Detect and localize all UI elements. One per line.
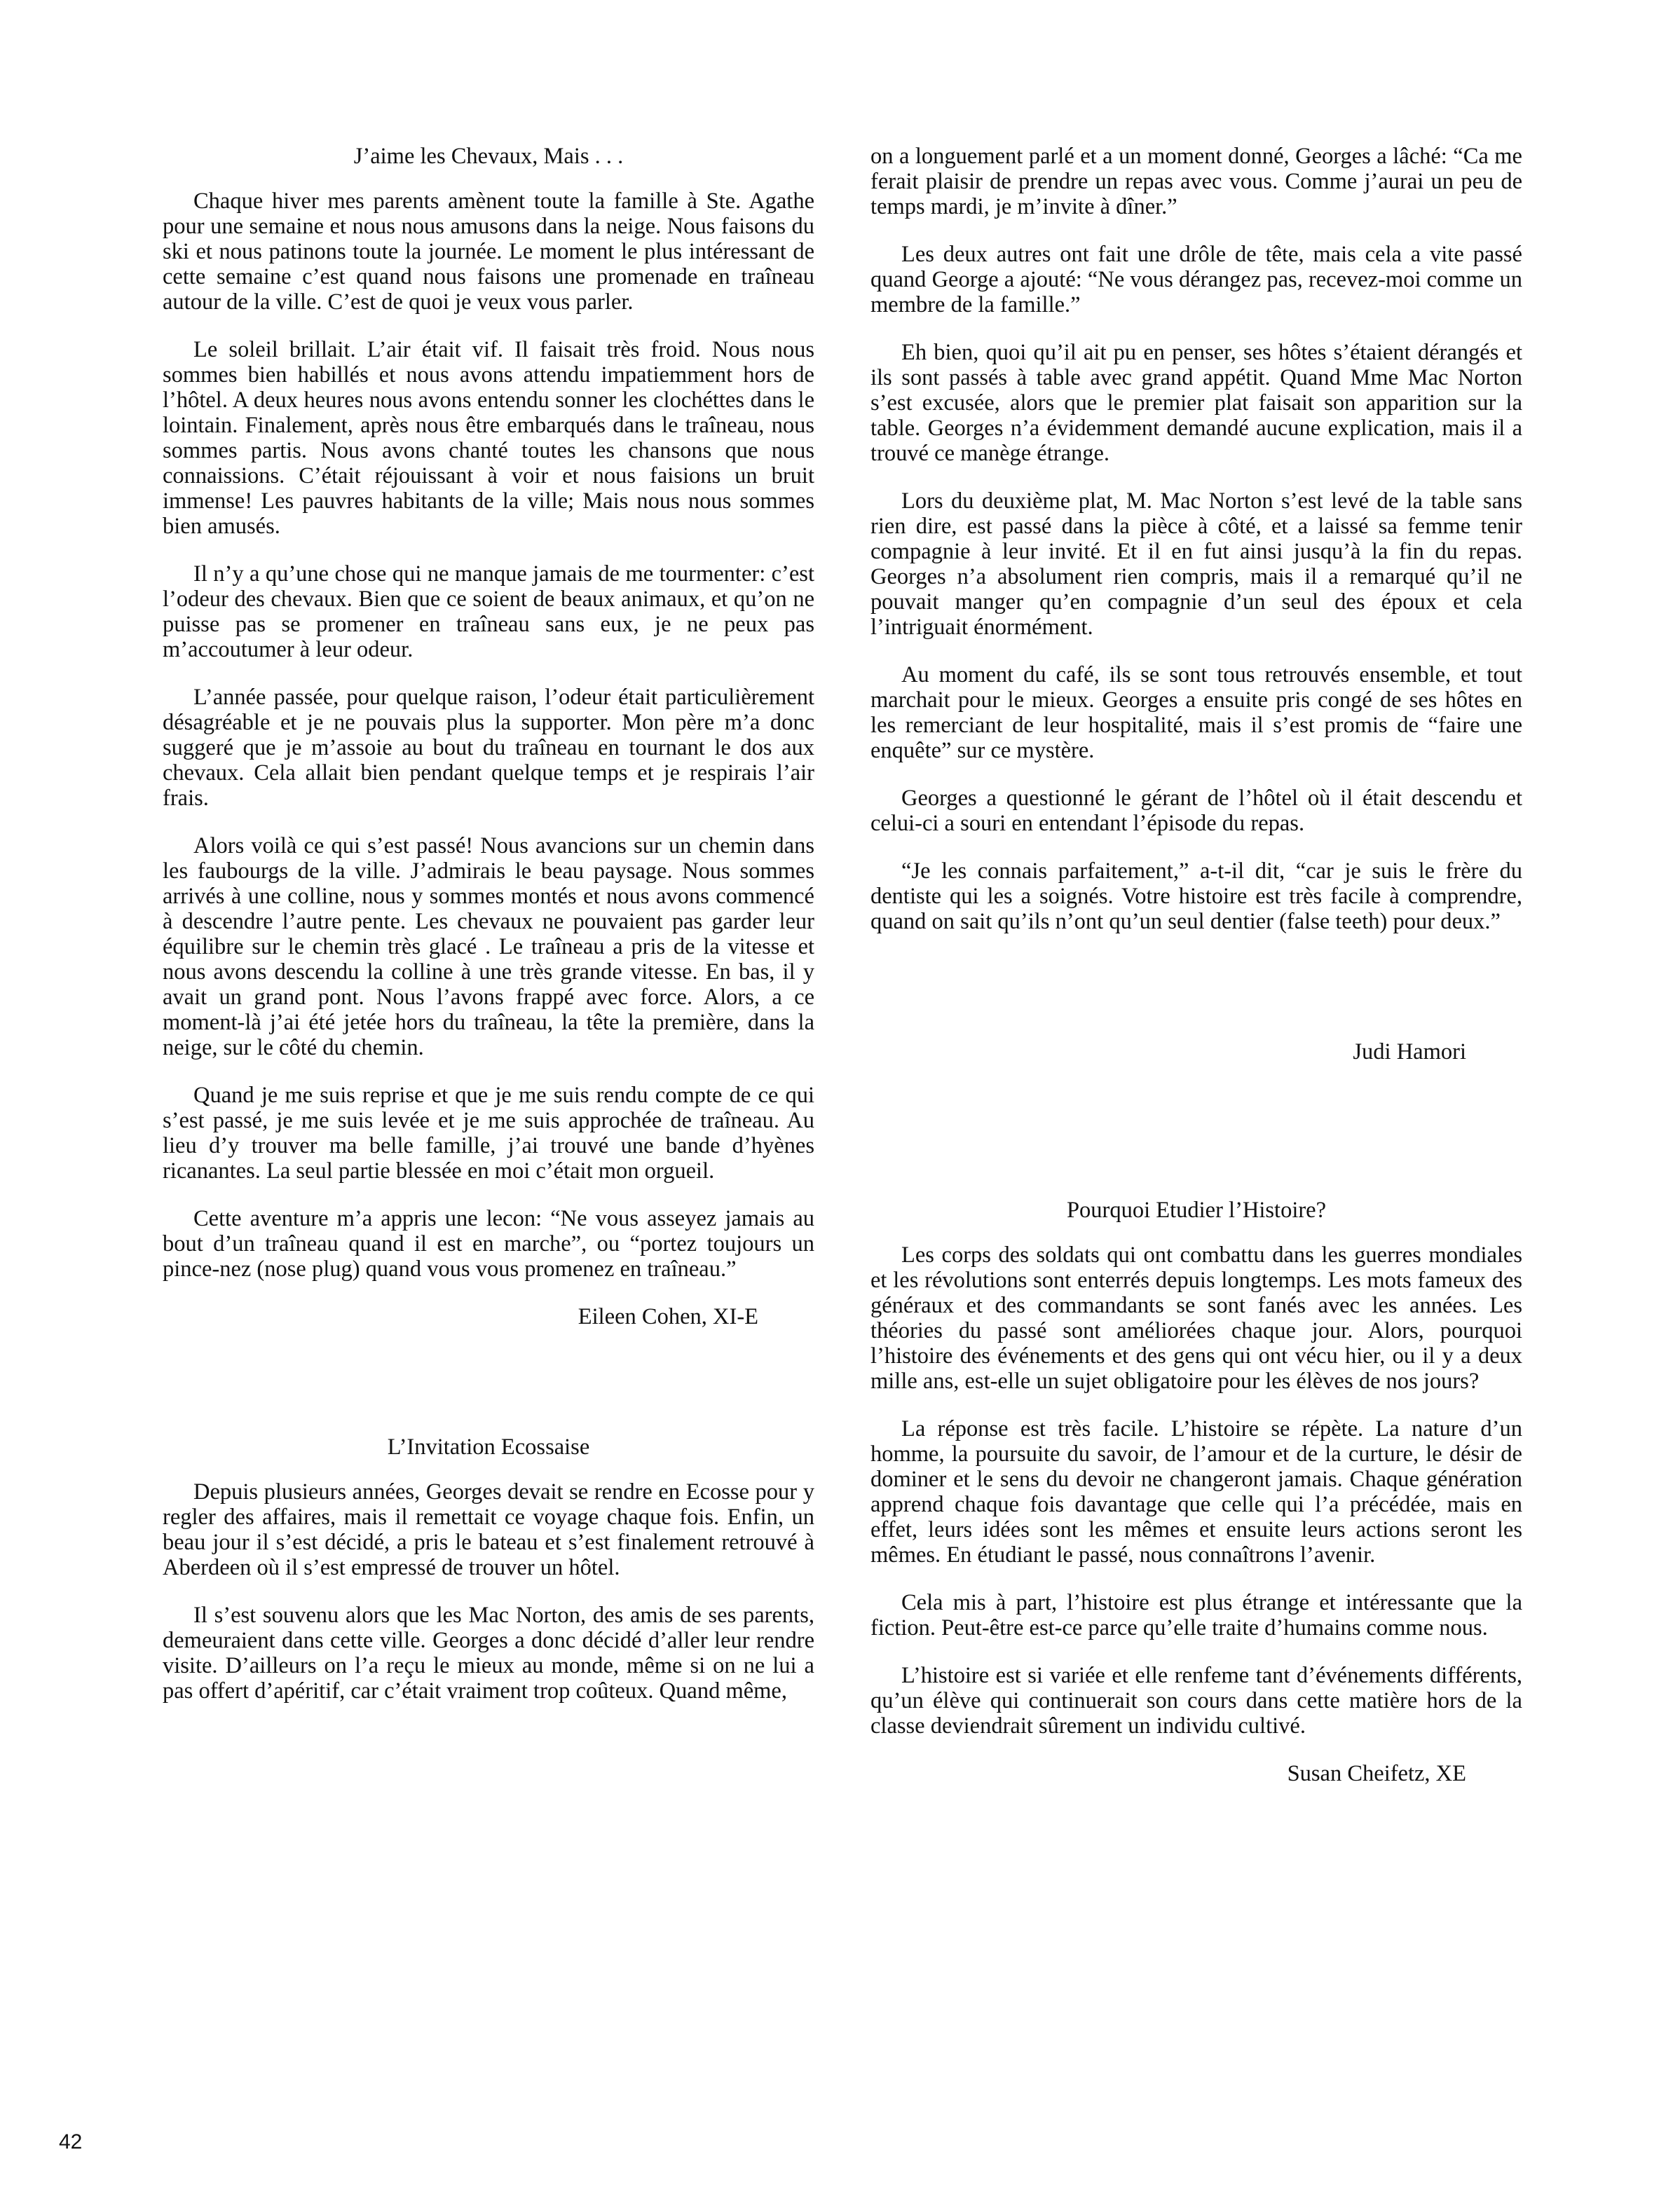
article-histoire (870, 1198, 1522, 1786)
paragraph: Quand je me suis reprise et que je me suis rendu compte de ce qui s’est passé, je me suis levée et je me suis approchée de traîneau. Au lieu d’y trouver ma belle famille, j’ai trouvé une bande d’hyènes ricanantes. La seul partie blessée en moi c’était mon orgueil. (163, 1083, 814, 1184)
right-column (870, 144, 1522, 1786)
article-title: Pourquoi Etudier l’Histoire? (1066, 1198, 1327, 1223)
paragraph: Georges a questionné le gérant de l’hôtel où il était descendu et celui-ci a souri en entendant l’épisode du repas. (870, 786, 1522, 836)
paragraph: Il n’y a qu’une chose qui ne manque jamais de me tourmenter: c’est l’odeur des chevaux. Bien que ce soient de beaux animaux, et qu’on ne puisse pas se promener en traîneau sans eux, je ne peux pas m’accoutumer à leur odeur. (163, 561, 814, 662)
page-number: 42 (59, 2130, 83, 2153)
article-invitation (163, 1434, 814, 1704)
paragraph: Lors du deuxième plat, M. Mac Norton s’est levé de la table sans rien dire, est passé dans la pièce à côté, et a laissé sa femme tenir compagnie à leur invité. Et il en fut ainsi jusqu’à la fin du repas. Georges n’a absolument rien compris, mais il a remarqué qu’il ne pouvait manger qu’en compagnie d’un seul des époux et cela l’intriguait énormément. (870, 488, 1522, 640)
paragraph: on a longuement parlé et a un moment donné, Georges a lâché: “Ca me ferait plaisir de prendre un repas avec vous. Comme j’aurai un peu de temps mardi, je m’invite à dîner.” (870, 144, 1522, 219)
paragraph: Depuis plusieurs années, Georges devait se rendre en Ecosse pour y regler des affaires, mais il remettait ce voyage chaque fois. Enfin, un beau jour il s’est décidé, a pris le bateau et s’est finalement retrouvé à Aberdeen où il s’est empressé de trouver un hôtel. (163, 1479, 814, 1580)
paragraph: Eh bien, quoi qu’il ait pu en penser, ses hôtes s’étaient dérangés et ils sont passés à table avec grand appétit. Quand Mme Mac Norton s’est excusée, alors que le premier plat faisait son apparition sur la table. Georges n’a évidemment demandé aucune explication, mais il a trouvé ce manège étrange. (870, 340, 1522, 466)
paragraph: Le soleil brillait. L’air était vif. Il faisait très froid. Nous nous sommes bien habillés et nous avons attendu impatiemment hors de l’hôtel. A deux heures nous avons entendu sonner les clochéttes dans le lointain. Finalement, après nous être embarqués dans le traîneau, nous sommes partis. Nous avons chanté toutes les chansons que nous connaissions. C’était réjouissant à voir et nous faisions un bruit immense! Les pauvres habitants de la ville; Mais nous nous sommes bien amusés. (163, 337, 814, 539)
left-column (163, 144, 814, 1726)
article-invitation-continued (870, 144, 1522, 1064)
paragraph: Les corps des soldats qui ont combattu dans les guerres mondiales et les révolutions sont enterrés depuis longtemps. Les mots fameux des généraux et des commandants se sont fanés avec les années. Les théories du passé sont améliorées chaque jour. Alors, pourquoi l’histoire des événements et des gens qui ont vécu hier, ou il y a deux mille ans, est-elle un sujet obligatoire pour les élèves de nos jours? (870, 1242, 1522, 1394)
paragraph: Chaque hiver mes parents amènent toute la famille à Ste. Agathe pour une semaine et nous nous amusons dans la neige. Nous faisons du ski et nous patinons toute la journée. Le moment le plus intéressant de cette semaine c’est quand nous faisons une promenade en traîneau autour de la ville. C’est de quoi je veux vous parler. (163, 189, 814, 315)
paragraph: Les deux autres ont fait une drôle de tête, mais cela a vite passé quand George a ajouté: “Ne vous dérangez pas, recevez-moi comme un membre de la famille.” (870, 242, 1522, 317)
paragraph: Il s’est souvenu alors que les Mac Norton, des amis de ses parents, demeuraient dans cette ville. Georges a donc décidé d’aller leur rendre visite. D’ailleurs on l’a reçu le mieux au monde, même si on ne lui a pas offert d’apéritif, car c’était vraiment trop coûteux. Quand même, (163, 1603, 814, 1704)
paragraph: L’histoire est si variée et elle renfeme tant d’événements différents, qu’un élève qui continuerait son cours dans cette matière hors de la classe deviendrait sûrement un individu cultivé. (870, 1663, 1522, 1739)
paragraph: Alors voilà ce qui s’est passé! Nous avancions sur un chemin dans les faubourgs de la ville. J’admirais le beau paysage. Nous sommes arrivés à une colline, nous y sommes montés et nous avons commencé à descendre l’autre pente. Les chevaux ne pouvaient pas garder leur équilibre sur le chemin très glacé . Le traîneau a pris de la vitesse et nous avons descendu la colline à une très grande vitesse. En bas, il y avait un grand pont. Nous l’avons frappé avec force. Alors, a ce moment-là j’ai été jetée hors du traîneau, la tête la première, dans la neige, sur le côté du chemin. (163, 833, 814, 1060)
paragraph: Cette aventure m’a appris une lecon: “Ne vous asseyez jamais au bout d’un traîneau quand il est en marche”, ou “portez toujours un pince-nez (nose plug) quand vous vous promenez en traîneau.” (163, 1206, 814, 1282)
article-title: L’Invitation Ecossaise (387, 1434, 590, 1460)
paragraph: L’année passée, pour quelque raison, l’odeur était particulièrement désagréable et je ne pouvais plus la supporter. Mon père m’a donc suggeré que je m’assoie au bout du traîneau en tournant le dos aux chevaux. Cela allait bien pendant quelque temps et je respirais l’air frais. (163, 685, 814, 811)
author-signature: Susan Cheifetz, XE (1287, 1761, 1466, 1786)
paragraph: Cela mis à part, l’histoire est plus étrange et intéressante que la fiction. Peut-être est-ce parce qu’elle traite d’humains comme nous. (870, 1590, 1522, 1640)
author-signature: Judi Hamori (1353, 1039, 1466, 1064)
article-chevaux (163, 144, 814, 1329)
paragraph: “Je les connais parfaitement,” a-t-il dit, “car je suis le frère du dentiste qui les a soignés. Votre histoire est très facile à comprendre, quand on sait qu’ils n’ont qu’un seul dentier (false teeth) pour deux.” (870, 858, 1522, 934)
author-signature: Eileen Cohen, XI-E (578, 1304, 758, 1329)
paragraph: La réponse est très facile. L’histoire se répète. La nature d’un homme, la poursuite du savoir, de l’amour et de la curture, le désir de dominer et le sens du devoir ne changeront jamais. Chaque génération apprend chaque fois davantage que celle qui l’a précédée, mais en effet, leurs idées sont les mêmes et ensuite leurs actions seront les mêmes. En étudiant le passé, nous connaîtrons l’avenir. (870, 1416, 1522, 1568)
paragraph: Au moment du café, ils se sont tous retrouvés ensemble, et tout marchait pour le mieux. Georges a ensuite pris congé de ses hôtes en les remerciant de leur hospitalité, mais il s’est promis de “faire une enquête” sur ce mystère. (870, 662, 1522, 763)
article-title: J’aime les Chevaux, Mais . . . (353, 144, 624, 169)
